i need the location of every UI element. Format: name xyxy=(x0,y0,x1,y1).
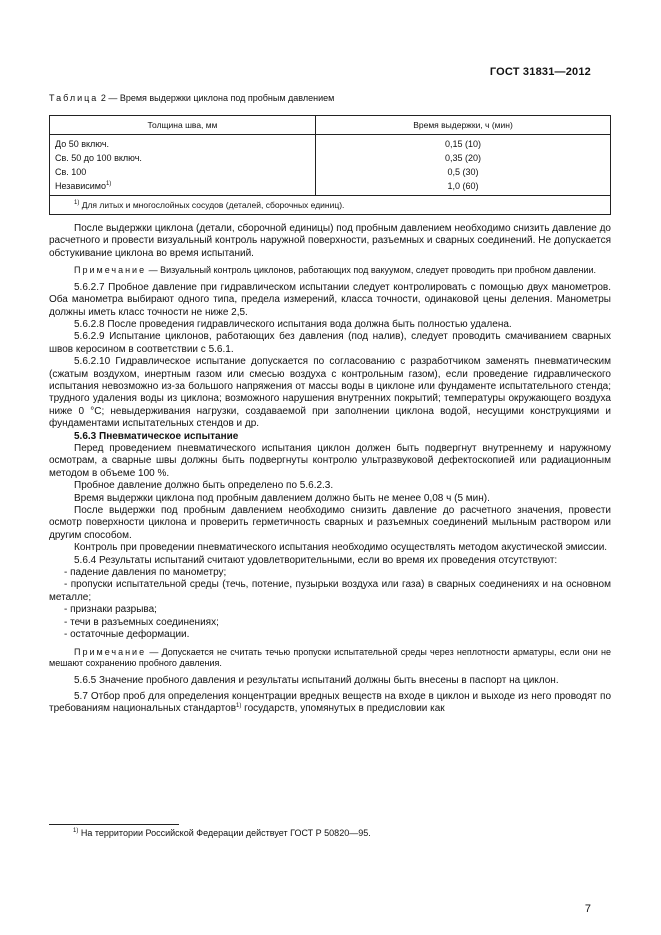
paragraph: Пробное давление должно быть определено по 5.6.2.3. xyxy=(74,480,334,492)
footnote-ref: 1) xyxy=(74,200,80,206)
time-value: 0,35 (20) xyxy=(444,153,482,163)
table-caption xyxy=(49,93,334,103)
document-id: ГОСТ 31831—2012 xyxy=(489,66,591,78)
paragraph: 5.6.4 Результаты испытаний считают удовлетворительными, если во время их проведения отсутствуют: xyxy=(74,554,558,566)
paragraph: После выдержки под пробным давлением необходимо снизить давление до расчетного значения, провести осмотр поверхности циклона и проверить герметичность сварных и разъемных соединений мыльным раствором или другим способом. xyxy=(49,505,611,541)
note xyxy=(49,265,611,277)
table-footnote-row xyxy=(50,196,611,215)
paragraph: После выдержки циклона (детали, сборочной единицы) под пробным давлением необходимо снизить давление до расчетного и провести визуальный контроль наружной поверхности, разъемных и сварных соединений. Не допускается обстукивание циклона во время испытаний. xyxy=(49,223,611,259)
thickness-value xyxy=(55,179,310,193)
list-item: - течи в разъемных соединениях; xyxy=(64,616,219,628)
list-item: - пропуски испытательной среды (течь, потение, пузырьки воздуха или газа) в сварных соединениях и на основном металле; xyxy=(49,579,611,603)
list-item: - признаки разрыва; xyxy=(64,604,157,616)
table-caption-label: Таблица xyxy=(49,93,99,103)
page-number: 7 xyxy=(584,903,591,915)
time-value: 0,5 (30) xyxy=(447,167,479,177)
note xyxy=(49,647,611,670)
col-header-time: Время выдержки, ч (мин) xyxy=(316,116,611,135)
paragraph xyxy=(49,691,611,716)
note-text: — Допускается не считать течью пропуски испытательной среды через неплотности арматуры, если они не мешают сохранению пробного давления. xyxy=(49,646,611,668)
thickness-value: Св. 100 xyxy=(55,167,87,177)
table-footnote xyxy=(50,196,611,215)
section-heading: 5.6.3 Пневматическое испытание xyxy=(74,430,239,442)
table-header-row xyxy=(50,116,611,135)
note-text: — Визуальный контроль циклонов, работающих под вакуумом, следует проводить при пробном давлении. xyxy=(148,265,597,276)
thickness-text: Независимо xyxy=(55,181,106,191)
note-label: Примечание xyxy=(74,265,147,276)
footnote-ref: 1) xyxy=(73,828,79,834)
footnote-ref: 1) xyxy=(105,181,112,187)
thickness-value: Св. 50 до 100 включ. xyxy=(55,153,142,163)
page-footnote-text: На территории Российской Федерации действует ГОСТ Р 50820—95. xyxy=(80,828,371,838)
document-body xyxy=(49,223,611,716)
footnote-divider xyxy=(49,824,179,825)
paragraph: Контроль при проведении пневматического испытания необходимо осуществлять методом акустической эмиссии. xyxy=(74,542,608,554)
paragraph: 5.6.2.9 Испытание циклонов, работающих без давления (под налив), следует проводить смачиванием сварных швов керосином в соответствии с 5.6.1. xyxy=(49,331,611,355)
paragraph: 5.6.5 Значение пробного давления и результаты испытаний должны быть внесены в паспорт на циклон. xyxy=(74,674,559,686)
list-item: - падение давления по манометру; xyxy=(64,567,227,579)
paragraph: 5.6.2.7 Пробное давление при гидравлическом испытании следует контролировать с помощью двух манометров. Оба манометра выбирают одного типа, предела измерений, класса точности, одинаковой цены деления. Манометры должны иметь класс точности не ниже 2,5. xyxy=(49,281,611,318)
col-header-thickness: Толщина шва, мм xyxy=(50,116,316,135)
paragraph-text: 5.7 Отбор проб для определения концентрации вредных веществ на входе в циклон и выходе из него проводят по требованиям национальных стандартов xyxy=(49,690,611,715)
paragraph: Время выдержки циклона под пробным давлением должно быть не менее 0,08 ч (5 мин). xyxy=(74,492,490,504)
note-label: Примечание xyxy=(74,646,147,657)
table-row xyxy=(50,135,611,196)
paragraph: Перед проведением пневматического испытания циклон должен быть подвергнут внутреннему и наружному осмотрам, а сварные швы должны быть подвергнуты контролю ультразвуковой дефектоскопией или радиационным методом в объеме 100 %. xyxy=(49,443,611,479)
paragraph: 5.6.2.8 После проведения гидравлического испытания вода должна быть полностью удалена. xyxy=(74,318,512,330)
table-caption-text: 2 — Время выдержки циклона под пробным давлением xyxy=(100,93,335,103)
list-item: - остаточные деформации. xyxy=(64,629,190,641)
thickness-cell xyxy=(50,135,316,196)
time-value: 1,0 (60) xyxy=(447,181,479,191)
thickness-value: До 50 включ. xyxy=(55,139,110,149)
page-footnote xyxy=(73,828,371,838)
footnote-ref: 1) xyxy=(236,703,242,710)
paragraph: 5.6.2.10 Гидравлическое испытание допускается по согласованию с разработчиком заменять пневматическим (сжатым воздухом, инертным газом или смесью воздуха с контрольным газом), если проведение гидравлического испытания невозможно из-за большого напряжения от массы воды в циклоне или фундаменте испытательного стенда; трудного удаления воды из циклона; возможного нарушения внутренних покрытий; температуры окружающего воздуха ниже 0 °С; невыдерживания нагрузки, создаваемой при заполнении циклона водой, несущими конструкциями и фундаментами испытательных стендов и др. xyxy=(49,356,611,430)
time-value: 0,15 (10) xyxy=(444,139,482,149)
holding-time-table xyxy=(49,115,611,215)
time-cell xyxy=(316,135,611,196)
table-footnote-text: Для литых и многослойных сосудов (деталей, сборочных единиц). xyxy=(81,200,345,210)
paragraph-text: государств, упомянутых в предисловии как xyxy=(241,703,445,715)
